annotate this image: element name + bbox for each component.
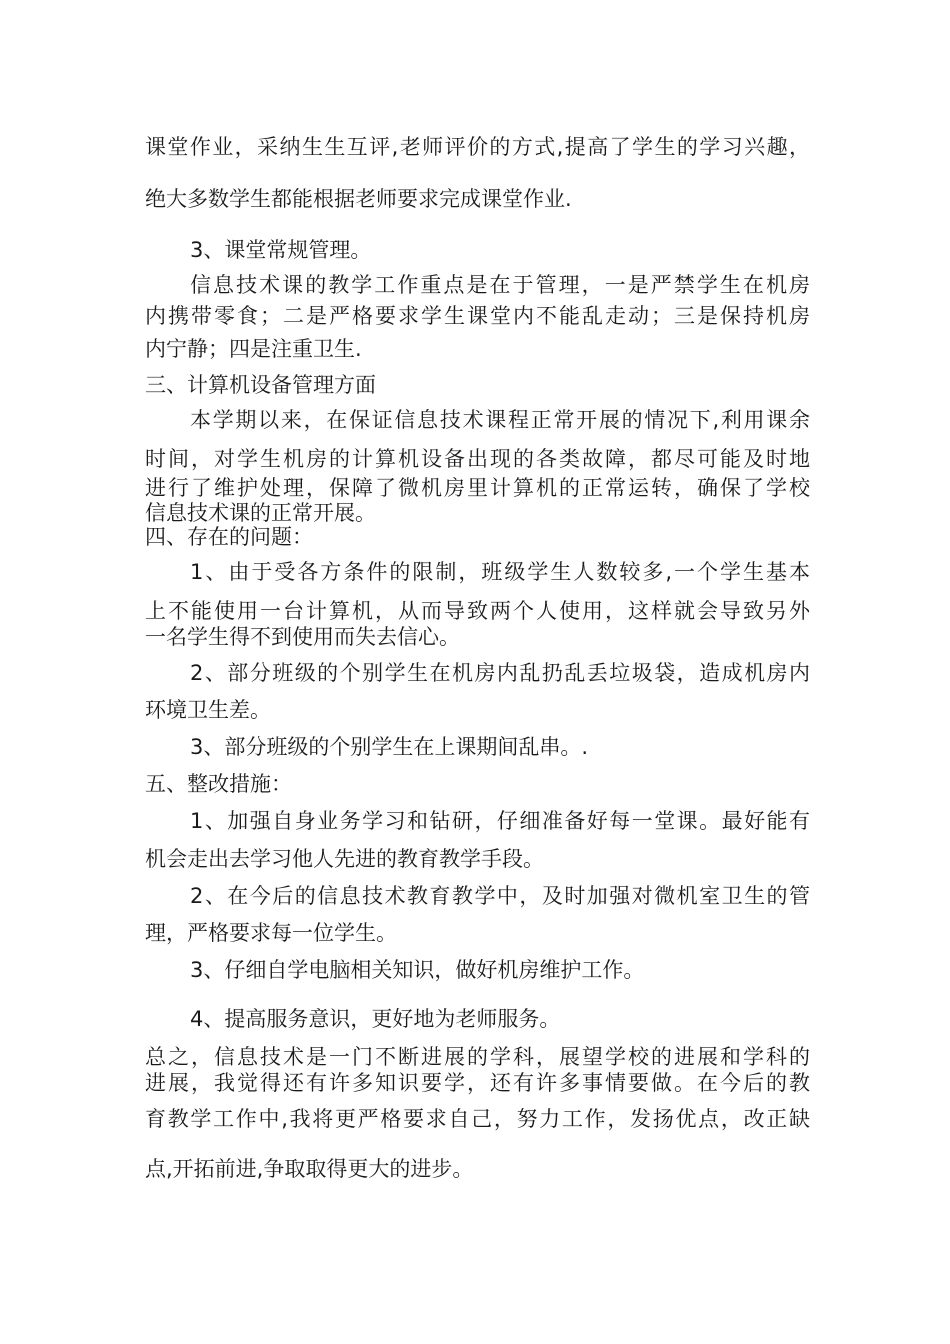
body-text-line: 进行了维护处理，保障了微机房里计算机的正常运转，确保了学校 [145,476,810,500]
body-text-line: 机会走出去学习他人先进的教育教学手段。 [145,847,544,871]
body-text-line: 本学期以来，在保证信息技术课程正常开展的情况下,利用课余 [190,408,810,432]
section-heading: 三、计算机设备管理方面 [145,373,376,397]
body-text-line: 上不能使用一台计算机，从而导致两个人使用，这样就会导致另外 [145,599,810,623]
body-text-line: 2、部分班级的个别学生在机房内乱扔乱丢垃圾袋，造成机房内 [190,661,810,685]
body-text-line: 课堂作业，采纳生生互评,老师评价的方式,提高了学生的学习兴趣， [145,135,810,159]
body-text-line: 一名学生得不到使用而失去信心。 [145,625,460,649]
subheading: 3、课堂常规管理。 [190,238,372,262]
section-heading: 四、存在的问题： [145,525,313,549]
body-text-line: 育教学工作中,我将更严格要求自己，努力工作，发扬优点，改正缺 [145,1107,810,1131]
body-text-line: 绝大多数学生都能根据老师要求完成课堂作业. [145,187,572,211]
body-text-line: 理，严格要求每一位学生。 [145,921,397,945]
body-text-line: 时间，对学生机房的计算机设备出现的各类故障，都尽可能及时地 [145,447,810,471]
body-text-line: 进展，我觉得还有许多知识要学，还有许多事情要做。在今后的教 [145,1071,810,1095]
body-text-line: 1、加强自身业务学习和钻研，仔细准备好每一堂课。最好能有 [190,809,810,833]
body-text-line: 点,开拓前进,争取取得更大的进步。 [145,1157,474,1181]
body-text-line: 信息技术课的教学工作重点是在于管理，一是严禁学生在机房 [190,273,810,297]
body-text-line: 4、提高服务意识，更好地为老师服务。 [190,1007,561,1031]
section-heading: 五、整改措施： [145,772,292,796]
body-text-line: 内携带零食；二是严格要求学生课堂内不能乱走动；三是保持机房 [145,304,810,328]
body-text-line: 信息技术课的正常开展。 [145,501,376,525]
body-text-line: 3、部分班级的个别学生在上课期间乱串。. [190,735,589,759]
body-text-line: 内宁静；四是注重卫生. [145,337,362,361]
body-text-line: 1、由于受各方条件的限制，班级学生人数较多,一个学生基本 [190,560,810,584]
body-text-line: 总之，信息技术是一门不断进展的学科，展望学校的进展和学科的 [145,1045,810,1069]
body-text-line: 3、仔细自学电脑相关知识，做好机房维护工作。 [190,958,645,982]
body-text-line: 2、在今后的信息技术教育教学中，及时加强对微机室卫生的管 [190,884,810,908]
body-text-line: 环境卫生差。 [145,698,271,722]
